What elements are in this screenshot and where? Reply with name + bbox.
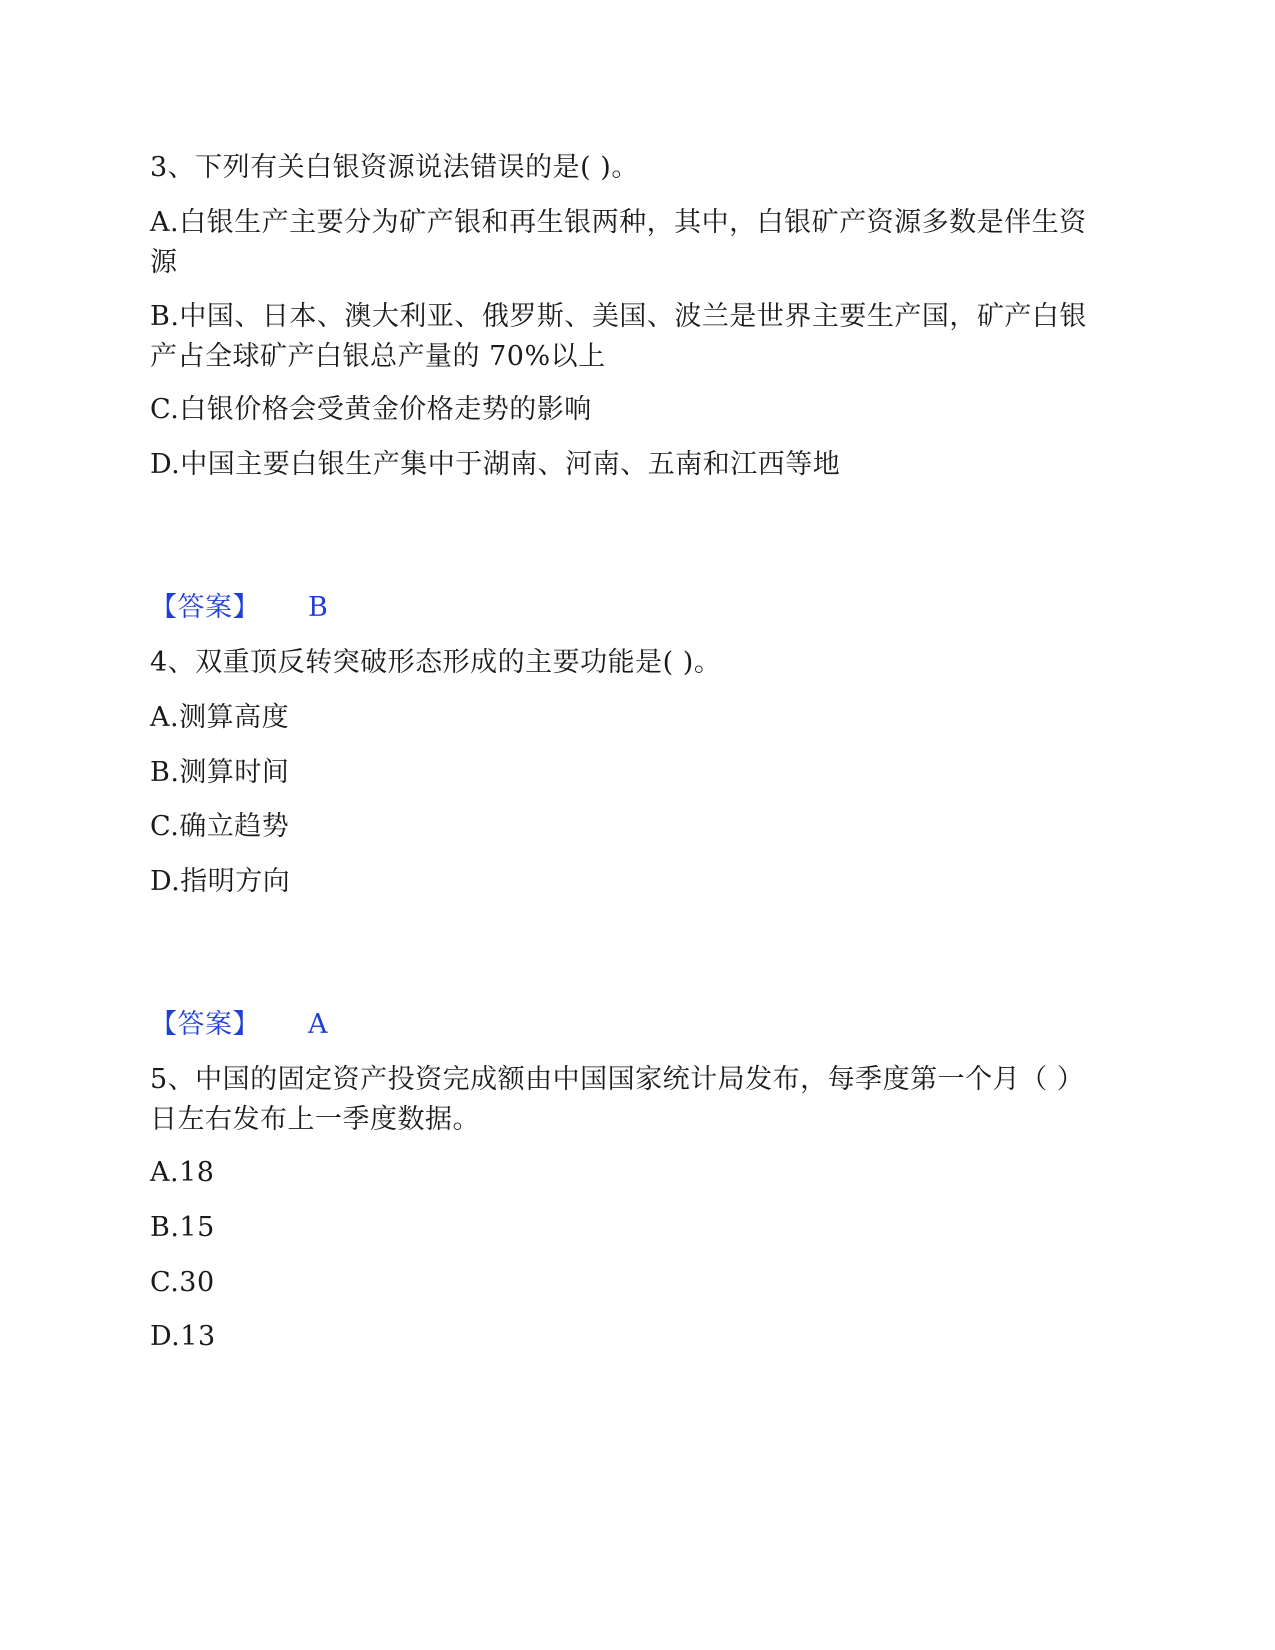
answer-value: A xyxy=(308,1009,328,1040)
question-3-option-b: B.中国、日本、澳大利亚、俄罗斯、美国、波兰是世界主要生产国，矿产白银产占全球矿产白银总产量的 70%以上 xyxy=(150,301,1087,372)
question-5-option-a: A.18 xyxy=(150,1157,215,1188)
question-4-option-b: B.测算时间 xyxy=(150,757,290,788)
question-5-option-c: C.30 xyxy=(150,1267,215,1298)
question-5-option-d: D.13 xyxy=(150,1321,216,1352)
question-3-option-c: C.白银价格会受黄金价格走势的影响 xyxy=(150,394,592,425)
answer-value: B xyxy=(308,592,329,623)
question-3-stem: 3、下列有关白银资源说法错误的是( )。 xyxy=(150,152,639,183)
question-5-stem: 5、中国的固定资产投资完成额由中国国家统计局发布，每季度第一个月（ ）日左右发布上一季度数据。 xyxy=(150,1064,1085,1135)
question-4-option-a: A.测算高度 xyxy=(150,702,290,733)
question-4-answer xyxy=(150,1005,1110,1045)
answer-label: 【答案】 xyxy=(150,592,260,623)
question-3-option-a: A.白银生产主要分为矿产银和再生银两种，其中，白银矿产资源多数是伴生资源 xyxy=(150,207,1087,278)
question-3-answer xyxy=(150,588,1110,628)
question-5-option-b: B.15 xyxy=(150,1212,215,1243)
answer-label: 【答案】 xyxy=(150,1009,260,1040)
question-4-option-d: D.指明方向 xyxy=(150,866,291,897)
question-3-option-d: D.中国主要白银生产集中于湖南、河南、五南和江西等地 xyxy=(150,449,841,480)
question-4-stem: 4、双重顶反转突破形态形成的主要功能是( )。 xyxy=(150,647,722,678)
question-4-option-c: C.确立趋势 xyxy=(150,811,290,842)
